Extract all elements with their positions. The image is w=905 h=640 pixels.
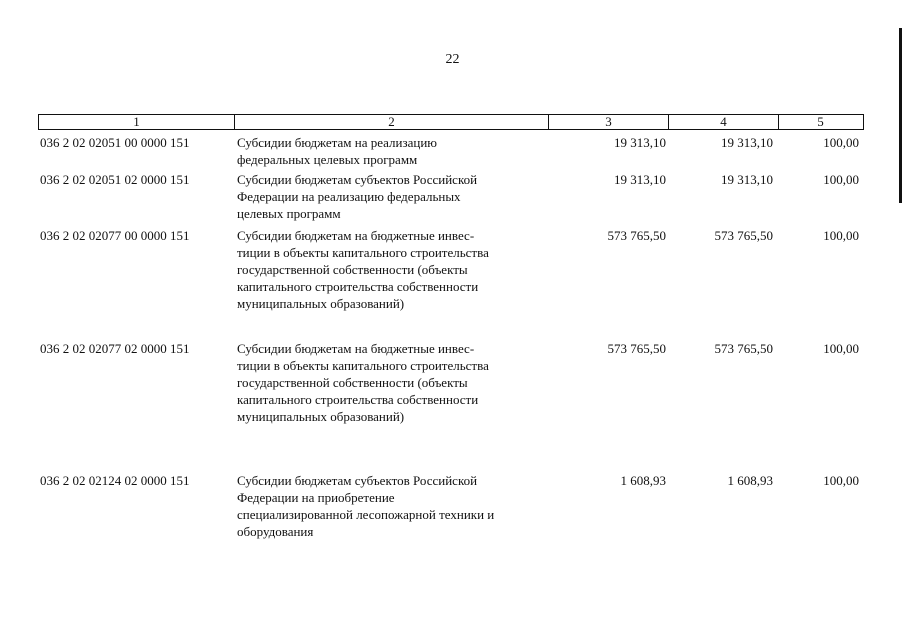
value-col-5: 100,00 [823, 135, 859, 150]
value-col-4: 1 608,93 [727, 473, 773, 488]
value-col-3: 573 765,50 [607, 341, 666, 356]
budget-code: 036 2 02 02051 00 0000 151 [40, 135, 190, 150]
value-col-5: 100,00 [823, 341, 859, 356]
table-header-col-5: 5 [817, 114, 824, 129]
value-col-3: 573 765,50 [607, 228, 666, 243]
value-col-4: 573 765,50 [714, 228, 773, 243]
table-header-col-4: 4 [669, 115, 779, 129]
budget-code: 036 2 02 02124 02 0000 151 [40, 473, 190, 488]
budget-code: 036 2 02 02051 02 0000 151 [40, 172, 190, 187]
table-header-col-3: 3 [549, 115, 669, 129]
table-header-col-2: 2 [235, 115, 549, 129]
row-description: Субсидии бюджетам на бюджетные инвес- тиции в объекты капитального строительства государственной собственности (объекты капитального строительства собственности муниципальных образований) [237, 228, 489, 311]
page-number: 22 [445, 52, 460, 67]
value-col-4: 19 313,10 [721, 135, 773, 150]
table-header-row [38, 114, 864, 130]
value-col-5: 100,00 [823, 172, 859, 187]
budget-code: 036 2 02 02077 02 0000 151 [40, 341, 190, 356]
value-col-5: 100,00 [823, 228, 859, 243]
value-col-3: 19 313,10 [614, 135, 666, 150]
row-description: Субсидии бюджетам субъектов Российской Федерации на приобретение специализированной лесопожарной техники и оборудования [237, 473, 495, 539]
budget-code: 036 2 02 02077 00 0000 151 [40, 228, 190, 243]
row-description: Субсидии бюджетам субъектов Российской Федерации на реализацию федеральных целевых программ [237, 172, 478, 221]
row-description: Субсидии бюджетам на бюджетные инвес- тиции в объекты капитального строительства государственной собственности (объекты капитального строительства собственности муниципальных образований) [237, 341, 489, 424]
value-col-3: 19 313,10 [614, 172, 666, 187]
table-header-col-1: 1 [39, 115, 235, 129]
scan-edge-mark [899, 28, 902, 203]
value-col-4: 19 313,10 [721, 172, 773, 187]
row-description: Субсидии бюджетам на реализацию федеральных целевых программ [237, 135, 438, 167]
value-col-5: 100,00 [823, 473, 859, 488]
value-col-3: 1 608,93 [620, 473, 666, 488]
value-col-4: 573 765,50 [714, 341, 773, 356]
